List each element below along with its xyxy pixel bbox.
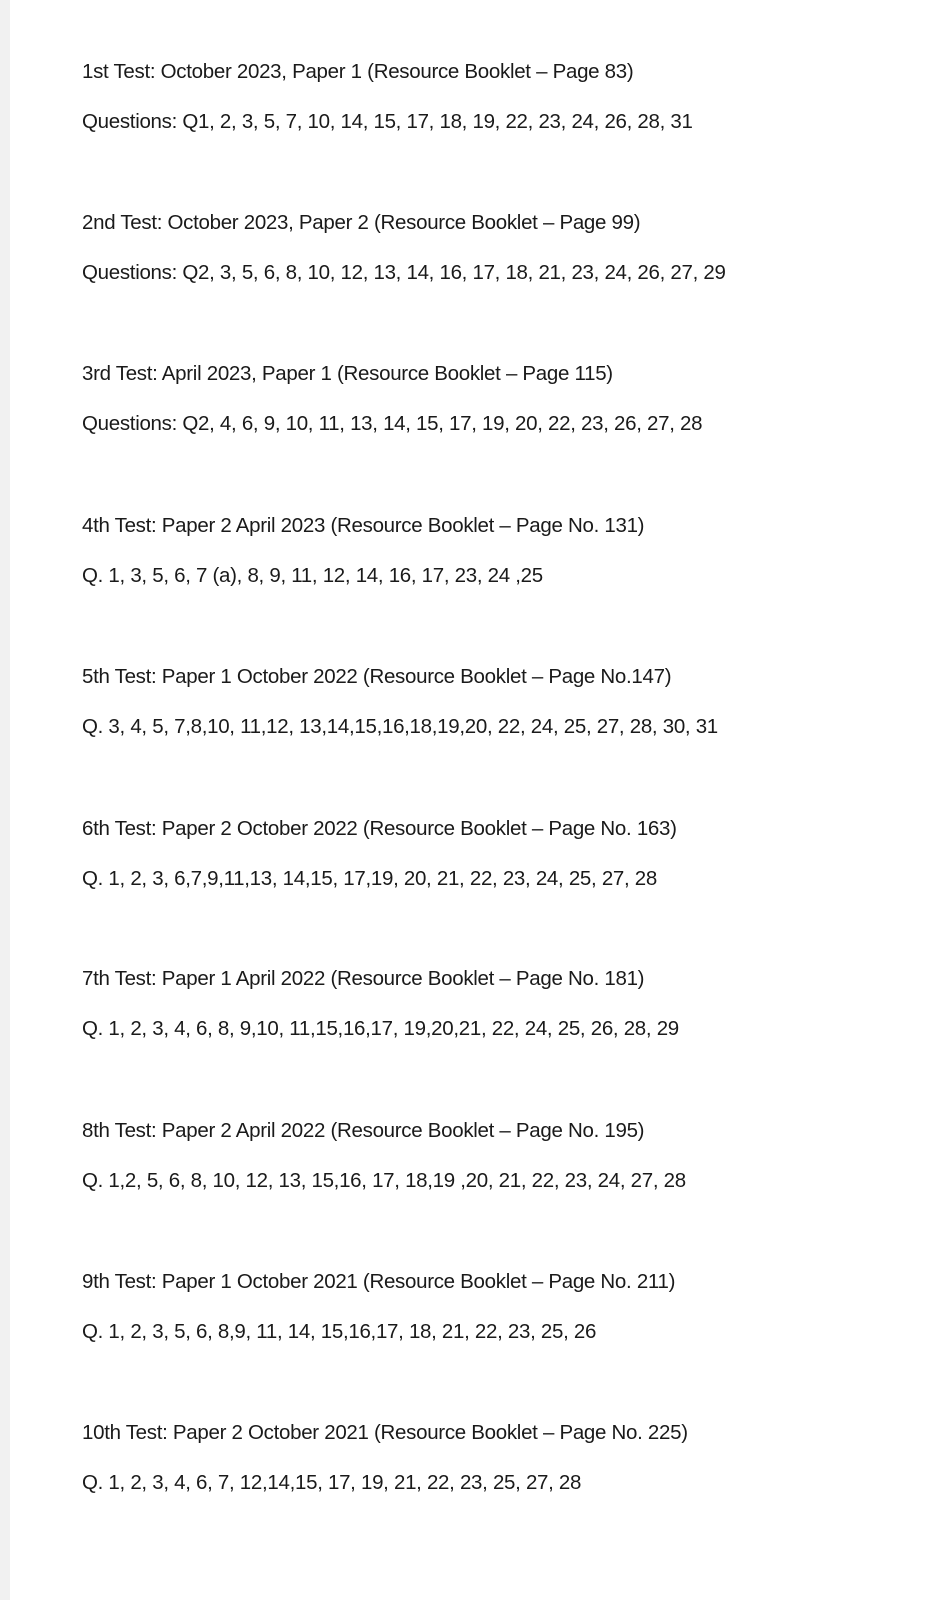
test-title: 9th Test: Paper 1 October 2021 (Resource Booklet – Page No. 211) xyxy=(82,1270,676,1293)
test-title: 7th Test: Paper 1 April 2022 (Resource Booklet – Page No. 181) xyxy=(82,967,645,990)
test-questions: Q. 1, 2, 3, 5, 6, 8,9, 11, 14, 15,16,17, 18, 21, 22, 23, 25, 26 xyxy=(82,1320,597,1343)
test-title: 5th Test: Paper 1 October 2022 (Resource Booklet – Page No.147) xyxy=(82,665,672,688)
test-questions: Questions: Q1, 2, 3, 5, 7, 10, 14, 15, 17, 18, 19, 22, 23, 24, 26, 28, 31 xyxy=(82,110,693,133)
test-questions: Questions: Q2, 4, 6, 9, 10, 11, 13, 14, 15, 17, 19, 20, 22, 23, 26, 27, 28 xyxy=(82,412,703,435)
test-title: 6th Test: Paper 2 October 2022 (Resource Booklet – Page No. 163) xyxy=(82,817,677,840)
test-questions: Q. 1,2, 5, 6, 8, 10, 12, 13, 15,16, 17, 18,19 ,20, 21, 22, 23, 24, 27, 28 xyxy=(82,1169,686,1192)
test-title: 4th Test: Paper 2 April 2023 (Resource Booklet – Page No. 131) xyxy=(82,514,645,537)
test-questions: Q. 1, 2, 3, 4, 6, 7, 12,14,15, 17, 19, 21, 22, 23, 25, 27, 28 xyxy=(82,1471,582,1494)
test-questions: Q. 1, 2, 3, 6,7,9,11,13, 14,15, 17,19, 20, 21, 22, 23, 24, 25, 27, 28 xyxy=(82,867,658,890)
test-questions: Q. 1, 3, 5, 6, 7 (a), 8, 9, 11, 12, 14, 16, 17, 23, 24 ,25 xyxy=(82,564,543,587)
test-title: 1st Test: October 2023, Paper 1 (Resource Booklet – Page 83) xyxy=(82,60,634,83)
test-title: 3rd Test: April 2023, Paper 1 (Resource Booklet – Page 115) xyxy=(82,362,613,385)
test-questions: Questions: Q2, 3, 5, 6, 8, 10, 12, 13, 14, 16, 17, 18, 21, 23, 24, 26, 27, 29 xyxy=(82,261,726,284)
test-title: 8th Test: Paper 2 April 2022 (Resource Booklet – Page No. 195) xyxy=(82,1119,645,1142)
left-margin-strip xyxy=(0,0,10,1600)
test-title: 10th Test: Paper 2 October 2021 (Resource Booklet – Page No. 225) xyxy=(82,1421,688,1444)
test-title: 2nd Test: October 2023, Paper 2 (Resource Booklet – Page 99) xyxy=(82,211,641,234)
test-questions: Q. 3, 4, 5, 7,8,10, 11,12, 13,14,15,16,18,19,20, 22, 24, 25, 27, 28, 30, 31 xyxy=(82,715,718,738)
test-questions: Q. 1, 2, 3, 4, 6, 8, 9,10, 11,15,16,17, 19,20,21, 22, 24, 25, 26, 28, 29 xyxy=(82,1017,679,1040)
